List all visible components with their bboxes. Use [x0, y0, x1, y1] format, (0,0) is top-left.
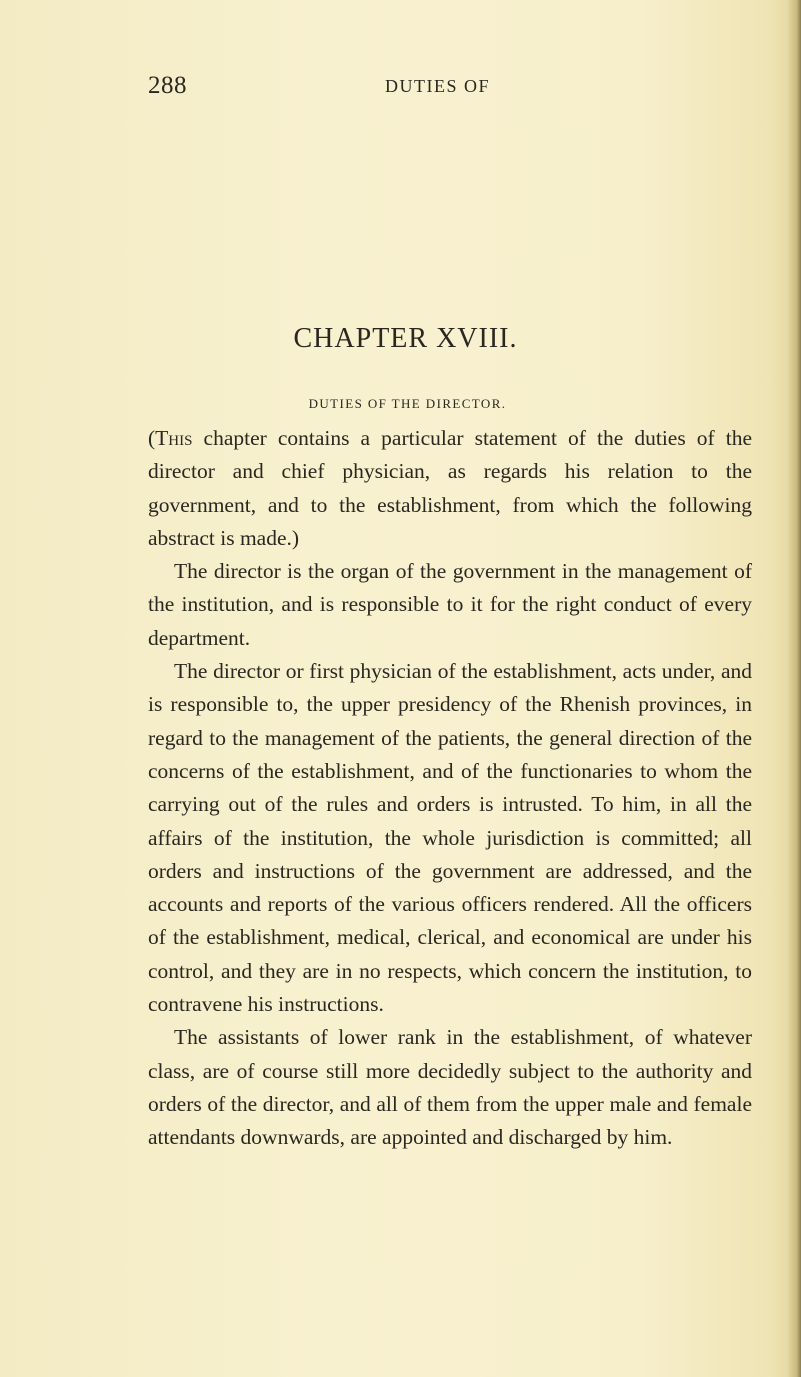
- page-edge-shadow: [787, 0, 801, 1377]
- paragraph: The assistants of lower rank in the establishment, of whatever class, are of course still more decidedly subject to the authority and orders of the director, and all of them from the upper male and female attendants downwards, are appointed and discharged by him.: [148, 1025, 752, 1150]
- page-number: 288: [148, 72, 187, 99]
- chapter-title: CHAPTER XVIII.: [293, 323, 518, 354]
- paragraph-intro: [148, 422, 752, 555]
- paragraph-lead-word: (This: [148, 426, 193, 450]
- paragraph: The director is the organ of the government in the management of the institution, and is responsible to it for the right conduct of every department.: [148, 559, 752, 650]
- paragraph-text: chapter contains a particular statement of the duties of the director and chief physician, as regards his relation to the government, and to the establishment, from which the following abstract is made.): [148, 426, 752, 550]
- running-head: DUTIES OF: [385, 76, 491, 96]
- page-header: [0, 72, 801, 102]
- chapter-subtitle: DUTIES OF THE DIRECTOR.: [308, 396, 507, 411]
- body-text: [148, 422, 752, 1155]
- paragraph: The director or first physician of the establishment, acts under, and is responsible to, the upper presidency of the Rhenish provinces, in regard to the management of the patients, the general direction of the concerns of the establishment, and of the functionaries to whom the carrying out of the rules and orders is intrusted. To him, in all the affairs of the institution, the whole jurisdiction is committed; all orders and instructions of the government are addressed, and the accounts and reports of the various officers rendered. All the officers of the establishment, medical, clerical, and economical are under his control, and they are in no respects, which concern the institution, to contravene his instructions.: [148, 659, 752, 1017]
